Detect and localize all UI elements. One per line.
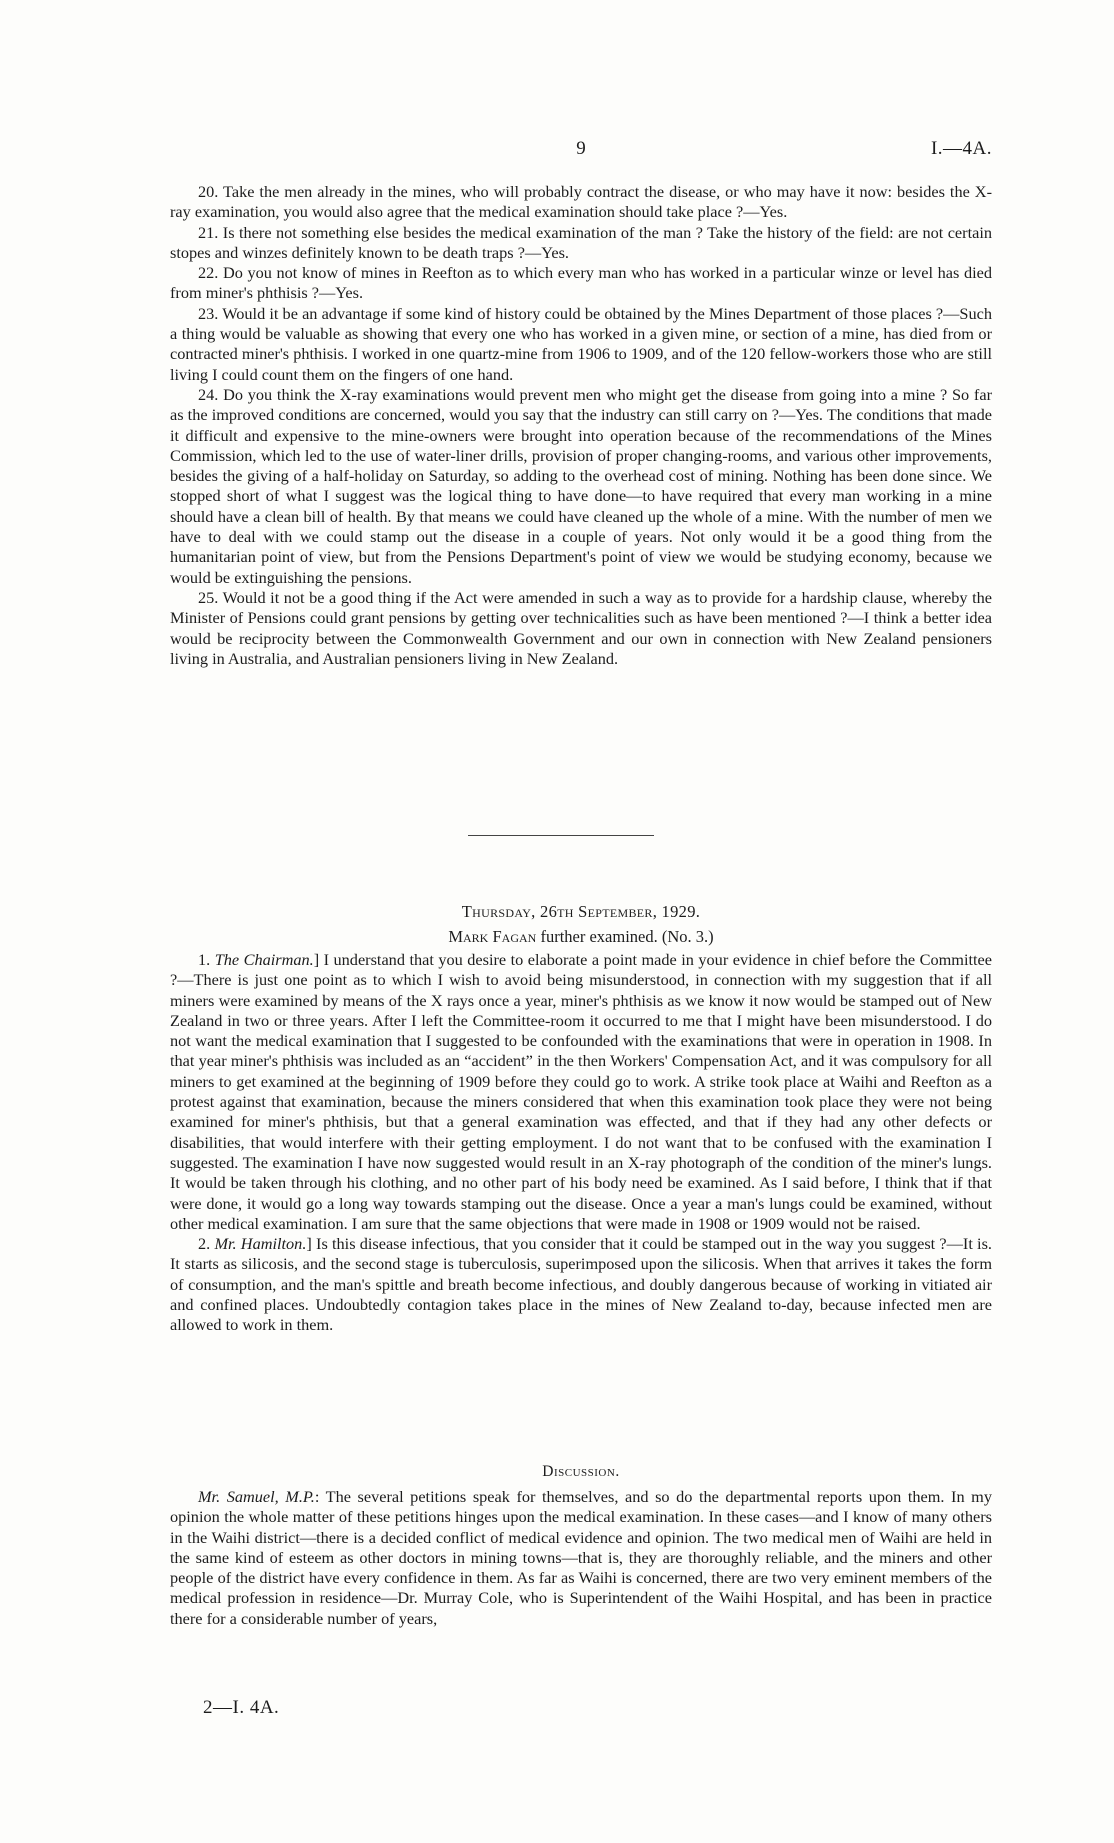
witness-name: Mark Fagan bbox=[448, 927, 537, 946]
evidence-session-3 bbox=[170, 950, 992, 1336]
witness-status: further examined. (No. 3.) bbox=[540, 927, 714, 946]
session-date: Thursday, 26th September, 1929. bbox=[461, 902, 701, 921]
evidence-questions-20-25 bbox=[170, 182, 992, 669]
paragraph-q25: 25. Would it not be a good thing if the Act were amended in such a way as to provide for a hardship clause, whereby the Minister of Pensions could grant pensions by getting over technicalities such as have been mentioned ?—I think a better idea would be reciprocity between the Commonwealth Government and our own in connection with New Zealand pensioners living in Australia, and Australian pensioners living in New Zealand. bbox=[170, 587, 992, 668]
question-number: 1. bbox=[198, 950, 211, 969]
paragraph-q1: 1. The Chairman.] I understand that you desire to elaborate a point made in your evidence in chief before the Committee ?—There is just one point as to which I wish to avoid being misunderstood, in connection with my suggestion that if all miners were examined by means of the X rays once a year, miner's phthisis as we know it now would be stamped out of New Zealand in two or three years. After I left the Committee-room it occurred to me that I might have been misunderstood. I do not want the medical examination that I suggested to be confounded with the examinations that were in operation in 1908. In that year miner's phthisis was included as an “accident” in the then Workers' Compensation Act, and it was compulsory for all miners to get examined at the beginning of 1909 before they could go to work. A strike took place at Waihi and Reefton as a protest against that examination, because the miners considered that when this examination took place they were not being examined for miner's phthisis, but that a general examination was effected, and that if they had any other defects or disabilities, that would interfere with their getting employment. I do not want that to be confused with the examination I suggested. The examination I have now suggested would result in an X-ray photograph of the condition of the miner's lungs. It would be taken through his clothing, and no other part of his body need be examined. As I said before, I think that if that were done, it would go a long way towards stamping out the disease. Once a year a man's lungs could be examined, without other medical examination. I am sure that the same objections that were made in 1908 or 1909 would not be raised. bbox=[170, 950, 992, 1233]
page-number: 9 bbox=[576, 138, 586, 159]
question-text: I understand that you desire to elaborate a point made in your evidence in chief before the Committee ?—There is just one point as to which I wish to avoid being misunderstood, in connection with my suggestion that if all miners were examined by means of the X rays once a year, miner's phthisis as we know it now would be stamped out of New Zealand in two or three years. After I left the Committee-room it occurred to me that I might have been misunderstood. I do not want the medical examination that I suggested to be confounded with the examinations that were in operation in 1908. In that year miner's phthisis was included as an “accident” in the then Workers' Compensation Act, and it was compulsory for all miners to get examined at the beginning of 1909 before they could go to work. A strike took place at Waihi and Reefton as a protest against that examination, because the miners considered that when this examination took place they were not being examined for miner's phthisis, but that a general examination was effected, and that if they had any other defects or disabilities, that would interfere with their getting employment. I do not want that to be confused with the examination I suggested. The examination I have now suggested would result in an X-ray photograph of the condition of the miner's lungs. It would be taken through his clothing, and no other part of his body need be examined. As I said before, I think that if that were done, it would go a long way towards stamping out the disease. Once a year a man's lungs could be examined, without other medical examination. I am sure that the same objections that were made in 1908 or 1909 would not be raised. bbox=[170, 950, 992, 1233]
questioner: The Chairman. bbox=[214, 950, 314, 969]
page-header bbox=[170, 138, 992, 162]
paragraph-q20: 20. Take the men already in the mines, who will probably contract the disease, or who may have it now: besides the X-ray examination, you would also agree that the medical examination should take place ?—Yes. bbox=[170, 182, 992, 222]
discussion-heading: Discussion. bbox=[542, 1463, 620, 1480]
paragraph-q24: 24. Do you think the X-ray examinations would prevent men who might get the disease from going into a mine ? So far as the improved conditions are concerned, would you say that the industry can still carry on ?—Yes. The conditions that made it difficult and expensive to the mine-owners were brought into operation because of the recommendations of the Mines Commission, which led to the use of water-liner drills, provision of proper changing-rooms, and various other improvements, besides the giving of a half-holiday on Saturday, so adding to the overhead cost of mining. Nothing has been done since. We stopped short of what I suggest was the logical thing to have done—to have required that every man working in a mine should have a clean bill of health. By that means we could have cleaned up the whole of a mine. With the number of men we have to deal with we could stamp out the disease in a couple of years. Not only would it be a good thing from the humanitarian point of view, but from the Pensions Department's point of view we would be studying economy, because we would be extinguishing the pensions. bbox=[170, 384, 992, 587]
witness-heading bbox=[170, 927, 992, 947]
questioner: Mr. Hamilton. bbox=[214, 1234, 307, 1254]
paragraph-q21: 21. Is there not something else besides the medical examination of the man ? Take the history of the field: are not certain stopes and winzes definitely known to be death traps ?—Yes. bbox=[170, 222, 992, 262]
question-text: Is this disease infectious, that you consider that it could be stamped out in the way you suggest ?—It is. It starts as silicosis, and the second stage is tuberculosis, superimposed upon the silicosis. When that arrives it takes the form of consumption, and the man's spittle and breath become infectious, and doubly dangerous because of working in vitiated air and confined places. Undoubtedly contagion takes place in the mines of New Zealand to-day, because infected men are allowed to work in them. bbox=[170, 1234, 992, 1335]
paragraph-q23: 23. Would it be an advantage if some kind of history could be obtained by the Mines Department of those places ?—Such a thing would be valuable as showing that every one who has worked in a given mine, or section of a mine, has died from or contracted miner's phthisis. I worked in one quartz-mine from 1906 to 1909, and of the 120 fellow-workers those who are still living I could count them on the fingers of one hand. bbox=[170, 303, 992, 384]
section-divider bbox=[468, 835, 654, 836]
question-number: 2. bbox=[198, 1234, 211, 1254]
discussion-text: The several petitions speak for themselves, and so do the departmental reports upon them. In my opinion the whole matter of these petitions hinges upon the medical examination. In these cases—and I know of many others in the Waihi district—there is a decided conflict of medical evidence and opinion. The two medical men of Waihi are held in the same kind of esteem as other doctors in mining towns—that is, they are thoroughly reliable, and the miners and other people of the district have every confidence in them. As far as Waihi is concerned, there are two very eminent members of the medical profession in residence—Dr. Murray Cole, who is Superintendent of the Waihi Hospital, and has been in practice there for a considerable number of years, bbox=[170, 1487, 992, 1628]
speaker-name: Mr. Samuel, M.P. bbox=[198, 1487, 315, 1506]
paragraph-discussion: Mr. Samuel, M.P.: The several petitions speak for themselves, and so do the departmental reports upon them. In my opinion the whole matter of these petitions hinges upon the medical examination. In these cases—and I know of many others in the Waihi district—there is a decided conflict of medical evidence and opinion. The two medical men of Waihi are held in the same kind of esteem as other doctors in mining towns—that is, they are thoroughly reliable, and the miners and other people of the district have every confidence in them. As far as Waihi is concerned, there are two very eminent members of the medical profession in residence—Dr. Murray Cole, who is Superintendent of the Waihi Hospital, and has been in practice there for a considerable number of years, bbox=[170, 1487, 992, 1628]
page-signature: 2—I. 4A. bbox=[203, 1697, 280, 1718]
document-reference: I.—4A. bbox=[930, 138, 992, 159]
paragraph-q22: 22. Do you not know of mines in Reefton as to which every man who has worked in a particular winze or level has died from miner's phthisis ?—Yes. bbox=[170, 263, 992, 303]
discussion-body bbox=[170, 1487, 992, 1629]
paragraph-q2: 2. Mr. Hamilton.] Is this disease infectious, that you consider that it could be stamped out in the way you suggest ?—It is. It starts as silicosis, and the second stage is tuberculosis, superimposed upon the silicosis. When that arrives it takes the form of consumption, and the man's spittle and breath become infectious, and doubly dangerous because of working in vitiated air and confined places. Undoubtedly contagion takes place in the mines of New Zealand to-day, because infected men are allowed to work in them. bbox=[170, 1234, 992, 1335]
